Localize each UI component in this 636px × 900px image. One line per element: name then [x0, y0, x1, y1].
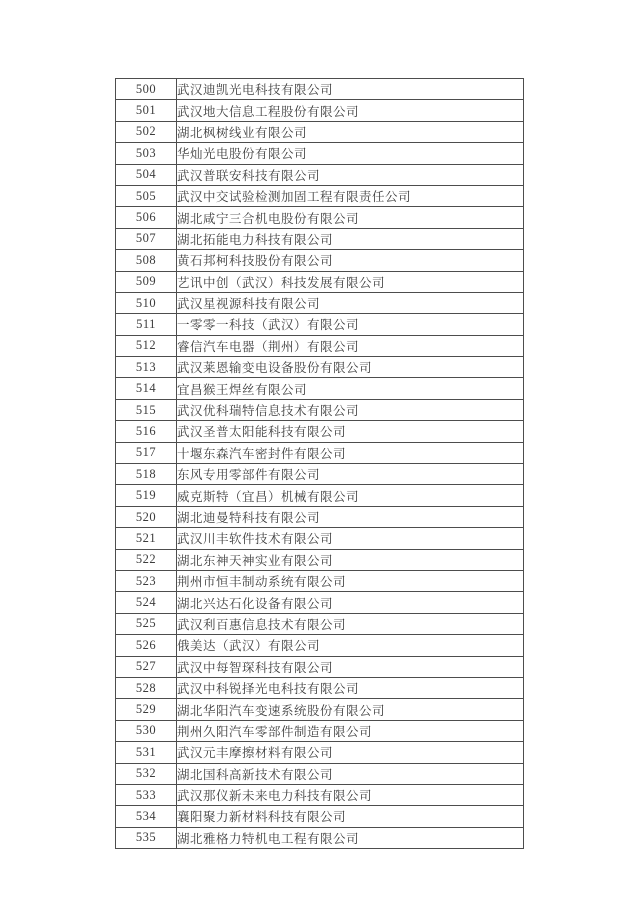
table-row: [116, 485, 524, 506]
table-row: [116, 378, 524, 399]
row-number: 531: [116, 742, 177, 763]
company-name: 武汉圣普太阳能科技有限公司: [177, 421, 524, 442]
row-number: 513: [116, 357, 177, 378]
company-name: 武汉迪凯光电科技有限公司: [177, 79, 524, 100]
table-row: [116, 292, 524, 313]
company-name: 武汉元丰摩擦材料有限公司: [177, 742, 524, 763]
company-name: 华灿光电股份有限公司: [177, 143, 524, 164]
company-name: 威克斯特（宜昌）机械有限公司: [177, 485, 524, 506]
company-name: 湖北国科高新技术有限公司: [177, 763, 524, 784]
row-number: 517: [116, 442, 177, 463]
row-number: 510: [116, 292, 177, 313]
table-row: [116, 699, 524, 720]
company-name: 湖北雅格力特机电工程有限公司: [177, 827, 524, 848]
table-row: [116, 250, 524, 271]
row-number: 526: [116, 635, 177, 656]
row-number: 514: [116, 378, 177, 399]
table-row: [116, 185, 524, 206]
table-row: [116, 806, 524, 827]
company-name: 武汉中每智琛科技有限公司: [177, 656, 524, 677]
row-number: 534: [116, 806, 177, 827]
company-name: 宜昌猴王焊丝有限公司: [177, 378, 524, 399]
company-name: 睿信汽车电器（荆州）有限公司: [177, 335, 524, 356]
company-name: 湖北枫树线业有限公司: [177, 121, 524, 142]
company-name: 武汉星视源科技有限公司: [177, 292, 524, 313]
company-name: 武汉利百惠信息技术有限公司: [177, 613, 524, 634]
company-name: 湖北拓能电力科技有限公司: [177, 228, 524, 249]
company-name: 湖北迪曼特科技有限公司: [177, 506, 524, 527]
row-number: 529: [116, 699, 177, 720]
row-number: 512: [116, 335, 177, 356]
table-row: [116, 742, 524, 763]
table-row: [116, 164, 524, 185]
company-name: 武汉那仪新未来电力科技有限公司: [177, 784, 524, 805]
row-number: 516: [116, 421, 177, 442]
table-row: [116, 827, 524, 848]
company-name: 荆州市恒丰制动系统有限公司: [177, 570, 524, 591]
row-number: 501: [116, 100, 177, 121]
row-number: 500: [116, 79, 177, 100]
company-name: 武汉地大信息工程股份有限公司: [177, 100, 524, 121]
row-number: 535: [116, 827, 177, 848]
company-name: 武汉川丰软件技术有限公司: [177, 528, 524, 549]
table-row: [116, 635, 524, 656]
company-name: 湖北华阳汽车变速系统股份有限公司: [177, 699, 524, 720]
row-number: 506: [116, 207, 177, 228]
company-name: 黄石邦柯科技股份有限公司: [177, 250, 524, 271]
table-row: [116, 506, 524, 527]
row-number: 521: [116, 528, 177, 549]
row-number: 518: [116, 464, 177, 485]
table-row: [116, 592, 524, 613]
row-number: 502: [116, 121, 177, 142]
company-name: 武汉中科锐择光电科技有限公司: [177, 677, 524, 698]
table-row: [116, 421, 524, 442]
table-row: [116, 335, 524, 356]
row-number: 533: [116, 784, 177, 805]
row-number: 523: [116, 570, 177, 591]
company-name: 武汉普联安科技有限公司: [177, 164, 524, 185]
company-name: 武汉莱恩输变电设备股份有限公司: [177, 357, 524, 378]
row-number: 525: [116, 613, 177, 634]
row-number: 509: [116, 271, 177, 292]
row-number: 522: [116, 549, 177, 570]
row-number: 520: [116, 506, 177, 527]
company-name: 湖北东神天神实业有限公司: [177, 549, 524, 570]
table-row: [116, 121, 524, 142]
table-row: [116, 720, 524, 741]
table-row: [116, 656, 524, 677]
table-row: [116, 357, 524, 378]
row-number: 530: [116, 720, 177, 741]
company-name: 武汉优科瑞特信息技术有限公司: [177, 399, 524, 420]
company-name: 武汉中交试验检测加固工程有限责任公司: [177, 185, 524, 206]
company-name: 襄阳聚力新材料科技有限公司: [177, 806, 524, 827]
row-number: 507: [116, 228, 177, 249]
company-name: 艺讯中创（武汉）科技发展有限公司: [177, 271, 524, 292]
row-number: 532: [116, 763, 177, 784]
company-table: [115, 78, 524, 849]
row-number: 503: [116, 143, 177, 164]
table-row: [116, 314, 524, 335]
company-name: 一零零一科技（武汉）有限公司: [177, 314, 524, 335]
row-number: 524: [116, 592, 177, 613]
table-body: [116, 79, 524, 849]
table-row: [116, 271, 524, 292]
company-name: 东风专用零部件有限公司: [177, 464, 524, 485]
table-row: [116, 570, 524, 591]
table-row: [116, 763, 524, 784]
table-row: [116, 442, 524, 463]
company-name: 荆州久阳汽车零部件制造有限公司: [177, 720, 524, 741]
company-name: 俄美达（武汉）有限公司: [177, 635, 524, 656]
table-row: [116, 100, 524, 121]
table-row: [116, 528, 524, 549]
table-row: [116, 464, 524, 485]
company-name: 湖北咸宁三合机电股份有限公司: [177, 207, 524, 228]
table-row: [116, 677, 524, 698]
company-name: 十堰东森汽车密封件有限公司: [177, 442, 524, 463]
table-row: [116, 228, 524, 249]
table-row: [116, 549, 524, 570]
row-number: 508: [116, 250, 177, 271]
row-number: 504: [116, 164, 177, 185]
table-row: [116, 143, 524, 164]
company-name: 湖北兴达石化设备有限公司: [177, 592, 524, 613]
table-row: [116, 613, 524, 634]
row-number: 527: [116, 656, 177, 677]
table-row: [116, 399, 524, 420]
table-row: [116, 79, 524, 100]
row-number: 511: [116, 314, 177, 335]
table-row: [116, 207, 524, 228]
table-row: [116, 784, 524, 805]
row-number: 519: [116, 485, 177, 506]
row-number: 505: [116, 185, 177, 206]
row-number: 515: [116, 399, 177, 420]
row-number: 528: [116, 677, 177, 698]
